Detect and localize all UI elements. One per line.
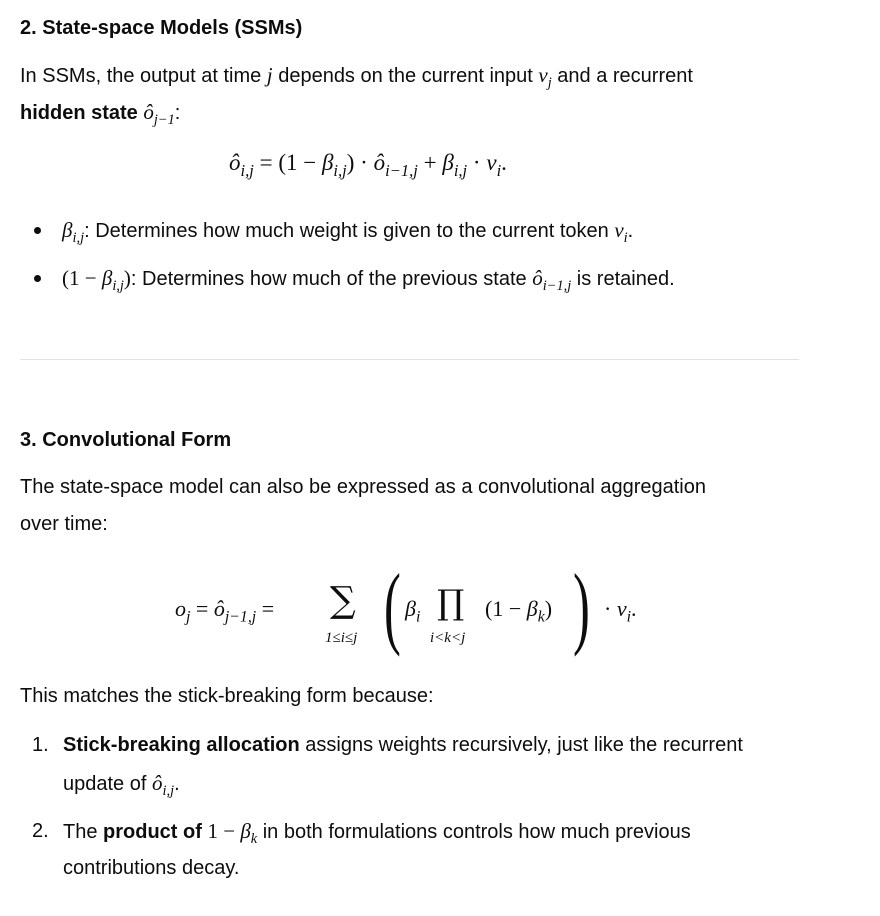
bullet-retained-state: $(1 - \beta_{i,j})$: Determines how much of the previous state $ô_{i-1,j}$ is retained. bbox=[62, 266, 675, 295]
bullet-dot bbox=[34, 227, 41, 234]
section-3-outro: This matches the stick-breaking form because: bbox=[20, 685, 434, 707]
list-item-1-line1: Stick-breaking allocation assigns weights recursively, just like the recurrent bbox=[63, 734, 743, 756]
recurrence-equation: $ô_{i,j} = (1 - \beta_{i,j})$ · $ô_{i-1,j} + \beta_{i,j} \cdot v_i$. bbox=[229, 150, 507, 180]
section-3-intro-line1: The state-space model can also be expressed as a convolutional aggregation bbox=[20, 476, 706, 498]
section-2-intro-line2: hidden state $ô_{j-1}$: bbox=[20, 100, 181, 129]
list-number: 1. bbox=[32, 734, 49, 756]
section-2-intro-line1: In SSMs, the output at time j depends on the current input $v_j$ and a recurrent bbox=[20, 63, 693, 92]
list-number: 2. bbox=[32, 820, 49, 842]
section-2-heading: 2. State-space Models (SSMs) bbox=[20, 17, 303, 39]
sum-symbol: ∑ bbox=[330, 580, 356, 621]
left-big-paren: ( bbox=[384, 555, 401, 657]
bullet-dot bbox=[34, 275, 41, 282]
bullet-beta-weight: $\beta_{i,j}$: Determines how much weight is given to the current token $v_i$. bbox=[62, 218, 634, 247]
section-divider bbox=[20, 359, 799, 360]
section-3-intro-line2: over time: bbox=[20, 513, 108, 535]
sum-subscript: 1≤i≤j bbox=[325, 630, 358, 646]
product-subscript: i<k<j bbox=[430, 630, 466, 646]
product-symbol: ∏ bbox=[437, 583, 465, 623]
list-item-2-line1: The product of $1 - \beta_k$ in both formulations controls how much previous bbox=[63, 819, 691, 848]
list-item-2-line2: contributions decay. bbox=[63, 857, 240, 879]
list-item-1-line2: update of $ô_{i,j}$. bbox=[63, 771, 180, 800]
right-big-paren: ) bbox=[573, 555, 590, 657]
section-3-heading: 3. Convolutional Form bbox=[20, 429, 232, 451]
